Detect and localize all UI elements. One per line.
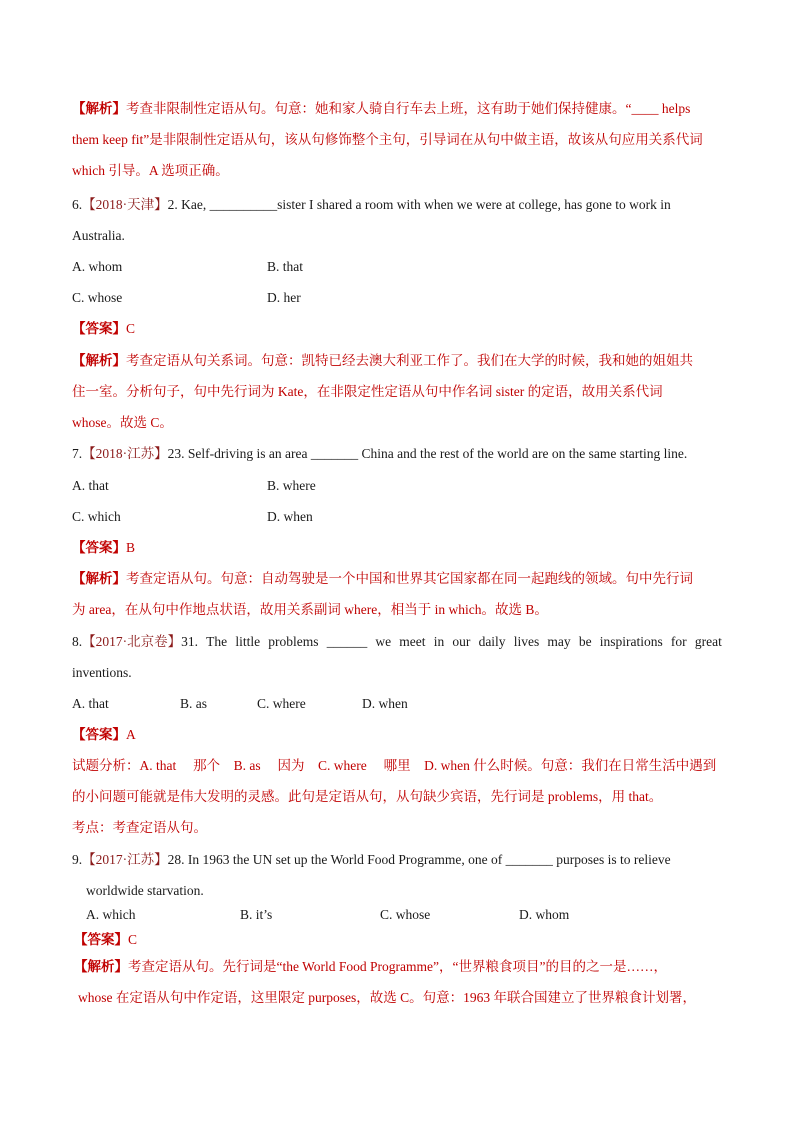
answer-tag: 【答案】 (74, 932, 128, 947)
question-lead (72, 633, 198, 651)
answer-line (72, 320, 135, 338)
analysis-tag: 【解析】 (72, 101, 126, 116)
question-source: 【2017·江苏】 (82, 852, 168, 867)
answer-line (74, 931, 137, 949)
answer-tag: 【答案】 (72, 321, 126, 336)
question-text: 28. In 1963 the UN set up the World Food Programme, one of _______ purposes is to relieve (167, 852, 671, 867)
question-word: be (578, 634, 592, 649)
answer-line (72, 726, 136, 744)
analysis-line (72, 570, 693, 588)
answer-tag: 【答案】 (72, 727, 126, 742)
question-8-stem-cont: inventions. (72, 665, 132, 680)
answer-value: A (126, 727, 136, 742)
answer-value: C (128, 932, 138, 947)
question-word: The (206, 634, 228, 649)
answer-value: B (126, 540, 136, 555)
option-b: B. where (267, 478, 316, 493)
question-word: daily (478, 634, 506, 649)
question-source: 【2018·江苏】 (82, 446, 168, 461)
option-d: D. whom (519, 907, 570, 922)
option-d: D. when (362, 696, 408, 711)
analysis-line: 为 area，在从句中作地点状语，故用关系副词 where，相当于 in which。故选 B。 (72, 602, 548, 617)
option-c: C. which (72, 509, 121, 524)
question-number: 9. (72, 852, 83, 867)
question-6-stem (72, 196, 671, 214)
question-source: 【2018·天津】 (82, 197, 168, 212)
option-c: C. whose (380, 907, 431, 922)
option-c: C. whose (72, 290, 123, 305)
option-b: B. as (180, 696, 207, 711)
analysis-line (72, 100, 690, 118)
answer-line (72, 539, 135, 557)
analysis-line (74, 958, 667, 976)
question-word: little (235, 634, 261, 649)
question-word: meet (399, 634, 426, 649)
analysis-line: them keep fit”是非限制性定语从句，该从句修饰整个主句，引导词在从句中做主语，故该从句应用关系代词 (72, 132, 703, 147)
question-9-stem-cont: worldwide starvation. (86, 883, 204, 898)
answer-tag: 【答案】 (72, 540, 126, 555)
question-word: lives (513, 634, 540, 649)
question-word: inspirations (599, 634, 663, 649)
question-blank: ______ (326, 634, 368, 649)
option-a: A. that (72, 696, 109, 711)
option-d: D. her (267, 290, 301, 305)
analysis-tag: 【解析】 (74, 959, 128, 974)
question-number: 8. (72, 634, 83, 649)
analysis-line: 试题分析：A. that 那个 B. as 因为 C. where 哪里 D. when 什么时候。句意：我们在日常生活中遇到 (72, 758, 717, 773)
question-text: 23. Self-driving is an area _______ China and the rest of the world are on the same starting line. (167, 446, 688, 461)
analysis-text: 考查定语从句关系词。句意：凯特已经去澳大利亚工作了。我们在大学的时候，我和她的姐姐共 (126, 353, 693, 368)
option-c: C. where (257, 696, 306, 711)
analysis-line: 住一室。分析句子，句中先行词为 Kate，在非限定性定语从句中作名词 sister 的定语，故用关系代词 (72, 384, 663, 399)
analysis-tag: 【解析】 (72, 571, 126, 586)
question-9-stem (72, 851, 671, 869)
analysis-text: 考查定语从句。句意：自动驾驶是一个中国和世界其它国家都在同一起跑线的领域。句中先行词 (126, 571, 693, 586)
analysis-line: which 引导。A 选项正确。 (72, 163, 229, 178)
analysis-line (72, 352, 693, 370)
analysis-line: 考点：考查定语从句。 (72, 820, 207, 835)
question-word: in (433, 634, 445, 649)
question-word: may (547, 634, 571, 649)
analysis-tag: 【解析】 (72, 353, 126, 368)
option-b: B. that (267, 259, 303, 274)
question-7-stem (72, 445, 687, 463)
analysis-text: 考查非限制性定语从句。句意：她和家人骑自行车去上班，这有助于她们保持健康。“____ helps (126, 101, 691, 116)
question-word: 31. (181, 634, 198, 649)
analysis-line: whose 在定语从句中作定语，这里限定 purposes，故选 C。句意：1963 年联合国建立了世界粮食计划署， (78, 990, 696, 1005)
option-a: A. that (72, 478, 109, 493)
analysis-line: 的小问题可能就是伟大发明的灵感。此句是定语从句，从句缺少宾语，先行词是 problems，用 that。 (72, 789, 663, 804)
question-8-stem (72, 633, 722, 651)
option-a: A. whom (72, 259, 123, 274)
option-a: A. which (86, 907, 136, 922)
question-number: 7. (72, 446, 83, 461)
question-text: 2. Kae, __________sister I shared a room with when we were at college, has gone to work in (167, 197, 671, 212)
question-6-stem-cont: Australia. (72, 228, 125, 243)
option-d: D. when (267, 509, 313, 524)
option-b: B. it’s (240, 907, 273, 922)
question-word: great (694, 634, 722, 649)
question-source: 【2017·北京卷】 (82, 634, 182, 649)
question-word: we (375, 634, 392, 649)
question-word: our (452, 634, 471, 649)
answer-value: C (126, 321, 136, 336)
analysis-text: 考查定语从句。先行词是“the World Food Programme”，“世界粮食项目”的目的之一是……， (128, 959, 667, 974)
analysis-line: whose。故选 C。 (72, 415, 173, 430)
question-word: for (670, 634, 687, 649)
question-word: problems (268, 634, 319, 649)
question-number: 6. (72, 197, 83, 212)
